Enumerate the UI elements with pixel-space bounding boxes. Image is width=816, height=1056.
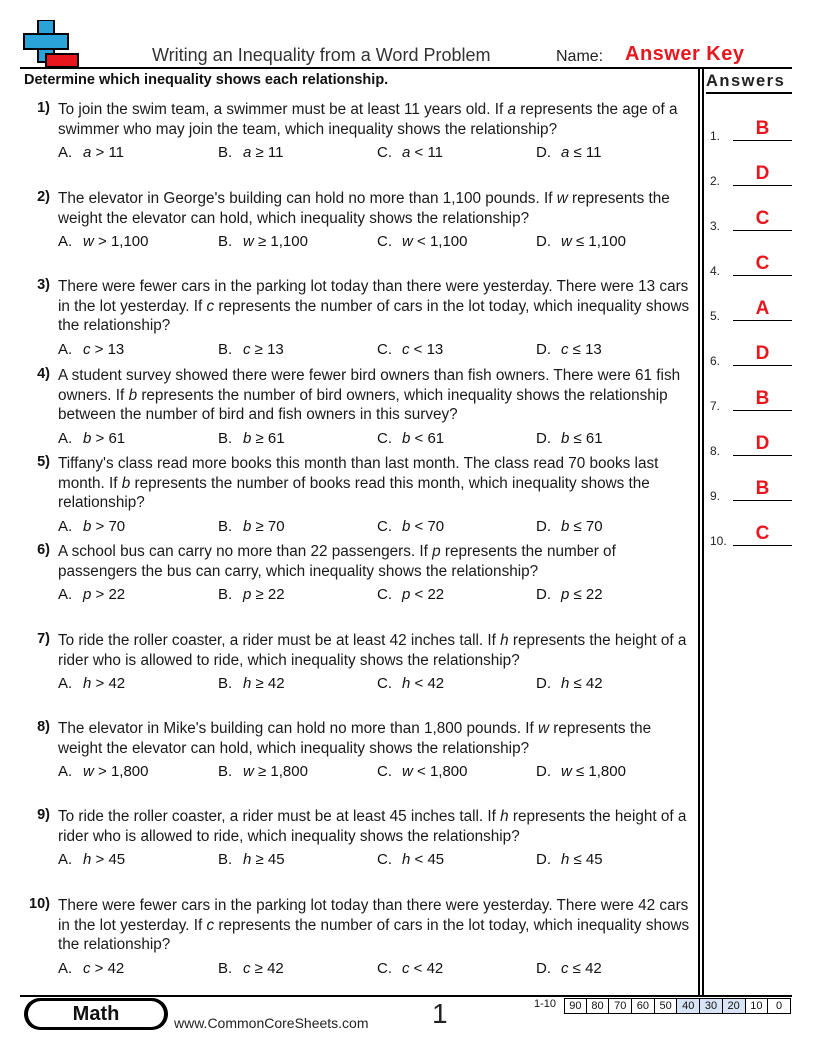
answer-letter: B xyxy=(755,478,770,499)
choice-letter: A. xyxy=(58,763,73,780)
choice-variable: p xyxy=(83,586,92,603)
answer-number: 7. xyxy=(710,399,721,413)
page-number: 1 xyxy=(432,998,448,1029)
choice-variable: w xyxy=(402,763,413,780)
choice-inequality: < 42 xyxy=(410,675,445,692)
answer-number: 8. xyxy=(710,444,721,458)
question-text xyxy=(58,277,698,336)
score-cell: 50 xyxy=(655,998,678,1014)
score-range-label: 1-10 xyxy=(534,998,557,1010)
choice-variable: h xyxy=(402,851,411,868)
score-cell: 70 xyxy=(609,998,632,1014)
choice-inequality: ≥ 13 xyxy=(250,341,284,358)
choice-variable: a xyxy=(243,144,252,161)
question-number: 5) xyxy=(37,454,50,470)
choice-c xyxy=(377,960,443,977)
question-variable: b xyxy=(121,474,131,492)
choice-d xyxy=(536,586,603,603)
choice-inequality: ≤ 22 xyxy=(569,586,603,603)
choice-letter: D. xyxy=(536,960,551,977)
choice-letter: C. xyxy=(377,586,392,603)
choice-inequality: < 45 xyxy=(410,851,445,868)
score-cell: 60 xyxy=(632,998,655,1014)
question-text xyxy=(58,719,698,758)
question-text-end: represents the number of passengers the bus can carry, which inequality shows the relationship? xyxy=(58,543,616,580)
choice-letter: A. xyxy=(58,518,73,535)
answer-letter: D xyxy=(755,343,770,364)
choice-inequality: < 42 xyxy=(409,960,444,977)
choice-variable: c xyxy=(243,960,251,977)
choice-letter: D. xyxy=(536,851,551,868)
choice-inequality: < 11 xyxy=(410,144,444,161)
choice-c xyxy=(377,430,444,447)
choice-letter: A. xyxy=(58,851,73,868)
choice-letter: C. xyxy=(377,430,392,447)
answer-blank-line xyxy=(733,320,792,321)
instructions: Determine which inequality shows each relationship. xyxy=(24,72,389,88)
choice-d xyxy=(536,851,603,868)
answer-row-5 xyxy=(710,293,792,323)
question-text-start: A school bus can carry no more than 22 passengers. If xyxy=(58,543,433,560)
choice-inequality: ≤ 11 xyxy=(569,144,602,161)
answer-row-8 xyxy=(710,428,792,458)
choice-b xyxy=(218,430,285,447)
plus-minus-logo-icon xyxy=(22,20,80,70)
choice-variable: w xyxy=(243,233,254,250)
answer-number: 3. xyxy=(710,219,721,233)
subject-label: Math xyxy=(28,1001,164,1027)
choice-b xyxy=(218,144,283,161)
header-divider xyxy=(20,67,792,69)
choice-variable: h xyxy=(561,851,570,868)
choice-a xyxy=(58,586,125,603)
answer-blank-line xyxy=(733,500,792,501)
question-variable: a xyxy=(507,101,516,118)
question-text xyxy=(58,807,698,846)
choice-inequality: ≥ 70 xyxy=(251,518,285,535)
choice-inequality: ≥ 61 xyxy=(251,430,285,447)
choice-inequality: ≥ 11 xyxy=(251,144,284,161)
question-number: 9) xyxy=(37,807,50,823)
choice-inequality: < 1,800 xyxy=(412,763,468,780)
choice-c xyxy=(377,518,444,535)
answer-number: 9. xyxy=(710,489,721,503)
choice-letter: A. xyxy=(58,144,73,161)
choice-c xyxy=(377,144,443,161)
footer-divider xyxy=(20,995,792,997)
score-cell: 20 xyxy=(723,998,746,1014)
question-text-start: There were fewer cars in the parking lot today than there were yesterday. There were 42 cars in the lot yesterday. If xyxy=(58,897,689,934)
choice-variable: h xyxy=(243,851,252,868)
answer-number: 6. xyxy=(710,354,721,368)
answer-row-9 xyxy=(710,473,792,503)
choice-variable: b xyxy=(402,518,411,535)
choice-variable: c xyxy=(83,960,91,977)
question-text-end: represents the number of bird owners, which inequality shows the relationship between the number of bird and fish owners in this survey? xyxy=(58,386,668,423)
choice-b xyxy=(218,518,285,535)
choice-a xyxy=(58,144,124,161)
answer-row-2 xyxy=(710,158,792,188)
choice-variable: b xyxy=(83,518,92,535)
choice-variable: w xyxy=(83,233,94,250)
answer-letter: A xyxy=(755,298,770,319)
answer-number: 2. xyxy=(710,174,721,188)
question-text-start: To ride the roller coaster, a rider must be at least 42 inches tall. If xyxy=(58,632,501,649)
question-text-end: represents the number of books read this month, which inequality shows the relationship? xyxy=(58,474,650,511)
question-text-start: The elevator in George's building can hold no more than 1,100 pounds. If xyxy=(58,190,557,207)
answer-blank-line xyxy=(733,275,792,276)
choice-d xyxy=(536,341,602,358)
choice-letter: B. xyxy=(218,851,233,868)
choice-c xyxy=(377,763,467,780)
choice-letter: B. xyxy=(218,144,233,161)
answers-column-divider-inner xyxy=(702,67,704,996)
answer-row-4 xyxy=(710,248,792,278)
choice-inequality: ≤ 1,800 xyxy=(571,763,626,780)
choice-letter: B. xyxy=(218,960,233,977)
question-text xyxy=(58,542,698,581)
answer-number: 5. xyxy=(710,309,721,323)
question-variable: p xyxy=(432,543,441,560)
choice-c xyxy=(377,851,444,868)
choice-inequality: > 42 xyxy=(91,675,126,692)
choice-a xyxy=(58,675,125,692)
choice-letter: B. xyxy=(218,233,233,250)
choice-b xyxy=(218,341,284,358)
answer-blank-line xyxy=(733,410,792,411)
question-variable: c xyxy=(206,297,215,315)
question-variable: b xyxy=(128,386,138,404)
choice-inequality: ≥ 1,100 xyxy=(253,233,308,250)
choice-d xyxy=(536,430,603,447)
answers-heading: Answers xyxy=(706,72,792,94)
choice-inequality: ≤ 70 xyxy=(569,518,603,535)
choice-a xyxy=(58,518,125,535)
choice-inequality: > 70 xyxy=(91,518,126,535)
answer-blank-line xyxy=(733,545,792,546)
choice-inequality: ≥ 45 xyxy=(251,851,285,868)
answer-letter: D xyxy=(755,433,770,454)
choice-variable: p xyxy=(243,586,252,603)
question-text-start: Tiffany's class read more books this month than last month. The class read 70 books last month. If xyxy=(58,455,659,492)
choice-inequality: > 61 xyxy=(91,430,126,447)
choice-variable: a xyxy=(561,144,570,161)
choice-letter: D. xyxy=(536,763,551,780)
choice-b xyxy=(218,675,285,692)
answers-column-divider xyxy=(698,67,700,996)
answer-letter: D xyxy=(755,163,770,184)
choice-inequality: ≥ 42 xyxy=(251,675,285,692)
score-cell: 30 xyxy=(700,998,723,1014)
question-text-start: The elevator in Mike's building can hold no more than 1,800 pounds. If xyxy=(58,720,538,737)
choice-b xyxy=(218,960,284,977)
choice-d xyxy=(536,960,602,977)
choice-c xyxy=(377,675,444,692)
subject-badge xyxy=(24,998,168,1030)
choice-letter: D. xyxy=(536,144,551,161)
answer-blank-line xyxy=(733,140,792,141)
choice-letter: C. xyxy=(377,851,392,868)
choice-inequality: ≤ 42 xyxy=(568,960,602,977)
name-label: Name: xyxy=(556,48,604,65)
choice-letter: D. xyxy=(536,341,551,358)
choice-variable: h xyxy=(402,675,411,692)
answer-blank-line xyxy=(733,365,792,366)
answer-blank-line xyxy=(733,230,792,231)
choice-letter: D. xyxy=(536,675,551,692)
choice-inequality: ≤ 45 xyxy=(569,851,603,868)
choice-d xyxy=(536,233,626,250)
question-variable: c xyxy=(206,916,215,934)
choice-b xyxy=(218,586,285,603)
choice-inequality: < 70 xyxy=(410,518,445,535)
choice-variable: w xyxy=(83,763,94,780)
choice-letter: A. xyxy=(58,675,73,692)
choice-variable: b xyxy=(243,518,252,535)
choice-a xyxy=(58,430,125,447)
choice-inequality: ≥ 1,800 xyxy=(253,763,308,780)
answer-letter: C xyxy=(755,253,770,274)
choice-c xyxy=(377,586,444,603)
choice-b xyxy=(218,763,308,780)
question-number: 2) xyxy=(37,189,50,205)
choice-inequality: > 11 xyxy=(91,144,125,161)
answer-row-1 xyxy=(710,113,792,143)
choice-inequality: > 13 xyxy=(90,341,125,358)
choice-inequality: ≤ 61 xyxy=(569,430,603,447)
choice-inequality: ≤ 13 xyxy=(568,341,602,358)
choice-inequality: ≤ 42 xyxy=(569,675,603,692)
choice-letter: B. xyxy=(218,763,233,780)
choice-variable: b xyxy=(243,430,252,447)
choice-variable: c xyxy=(561,960,569,977)
question-number: 7) xyxy=(37,631,50,647)
choice-variable: p xyxy=(402,586,411,603)
choice-a xyxy=(58,233,148,250)
choice-letter: D. xyxy=(536,586,551,603)
answer-letter: C xyxy=(755,523,770,544)
score-cell: 90 xyxy=(564,998,587,1014)
question-number: 8) xyxy=(37,719,50,735)
choice-letter: D. xyxy=(536,430,551,447)
choice-letter: D. xyxy=(536,518,551,535)
choice-c xyxy=(377,233,467,250)
question-text-start: To ride the roller coaster, a rider must be at least 45 inches tall. If xyxy=(58,808,501,825)
answer-blank-line xyxy=(733,455,792,456)
choice-variable: c xyxy=(243,341,251,358)
choice-letter: B. xyxy=(218,675,233,692)
choice-b xyxy=(218,233,308,250)
choice-d xyxy=(536,763,626,780)
answer-letter: B xyxy=(755,118,770,139)
choice-letter: B. xyxy=(218,341,233,358)
answer-letter: B xyxy=(755,388,770,409)
choice-letter: A. xyxy=(58,960,73,977)
question-text xyxy=(58,100,698,139)
choice-letter: A. xyxy=(58,430,73,447)
question-variable: w xyxy=(537,720,550,737)
question-text xyxy=(58,896,698,955)
choice-inequality: > 42 xyxy=(90,960,125,977)
question-text xyxy=(58,366,698,425)
choice-variable: c xyxy=(402,341,410,358)
choice-letter: B. xyxy=(218,430,233,447)
choice-letter: A. xyxy=(58,586,73,603)
choice-variable: h xyxy=(561,675,570,692)
choice-a xyxy=(58,960,124,977)
question-text-end: represents the age of a swimmer who may join the team, which inequality shows the relationship? xyxy=(58,101,678,138)
choice-d xyxy=(536,144,601,161)
choice-d xyxy=(536,518,603,535)
choice-variable: b xyxy=(561,430,570,447)
question-text-end: represents the height of a rider who is allowed to ride, which inequality shows the relationship? xyxy=(58,632,687,669)
question-number: 1) xyxy=(37,100,50,116)
choice-letter: C. xyxy=(377,763,392,780)
choice-inequality: ≥ 42 xyxy=(250,960,284,977)
answer-row-3 xyxy=(710,203,792,233)
choice-inequality: ≤ 1,100 xyxy=(571,233,626,250)
page-title: Writing an Inequality from a Word Problem xyxy=(152,45,491,65)
question-number: 10) xyxy=(29,896,50,912)
question-text-start: A student survey showed there were fewer bird owners than fish owners. There were 61 fish owners. If xyxy=(58,367,681,404)
choice-variable: h xyxy=(243,675,252,692)
choice-inequality: < 22 xyxy=(410,586,445,603)
question-text-start: To join the swim team, a swimmer must be at least 11 years old. If xyxy=(58,101,508,118)
answer-row-10 xyxy=(710,518,792,548)
choice-variable: w xyxy=(561,763,572,780)
question-text-start: There were fewer cars in the parking lot today than there were yesterday. There were 13 cars in the lot yesterday. If xyxy=(58,278,689,315)
question-text-end: represents the number of cars in the lot today, which inequality shows the relationship? xyxy=(58,297,690,334)
score-cell: 10 xyxy=(746,998,769,1014)
choice-a xyxy=(58,763,148,780)
choice-letter: D. xyxy=(536,233,551,250)
choice-variable: h xyxy=(83,851,92,868)
choice-letter: A. xyxy=(58,233,73,250)
question-text xyxy=(58,631,698,670)
choice-inequality: > 22 xyxy=(91,586,126,603)
choice-inequality: > 45 xyxy=(91,851,126,868)
question-variable: h xyxy=(500,632,509,649)
question-number: 4) xyxy=(37,366,50,382)
choice-variable: a xyxy=(83,144,92,161)
answer-letter: C xyxy=(755,208,770,229)
answer-row-7 xyxy=(710,383,792,413)
answer-blank-line xyxy=(733,185,792,186)
choice-letter: C. xyxy=(377,341,392,358)
score-cell: 40 xyxy=(677,998,700,1014)
question-text-end: represents the number of cars in the lot today, which inequality shows the relationship? xyxy=(58,916,690,953)
choice-letter: C. xyxy=(377,960,392,977)
choice-variable: b xyxy=(402,430,411,447)
choice-variable: b xyxy=(561,518,570,535)
question-text-end: represents the height of a rider who is allowed to ride, which inequality shows the relationship? xyxy=(58,808,687,845)
answer-number: 4. xyxy=(710,264,721,278)
website-url: www.CommonCoreSheets.com xyxy=(174,1015,369,1031)
question-text-end: represents the weight the elevator can hold, which inequality shows the relationship? xyxy=(58,190,670,227)
choice-inequality: ≥ 22 xyxy=(251,586,285,603)
choice-variable: c xyxy=(83,341,91,358)
score-cell: 80 xyxy=(587,998,610,1014)
choice-c xyxy=(377,341,443,358)
choice-inequality: < 1,100 xyxy=(412,233,468,250)
choice-variable: c xyxy=(402,960,410,977)
choice-variable: p xyxy=(561,586,570,603)
choice-letter: C. xyxy=(377,675,392,692)
choice-variable: w xyxy=(402,233,413,250)
choice-letter: B. xyxy=(218,518,233,535)
question-number: 3) xyxy=(37,277,50,293)
choice-b xyxy=(218,851,285,868)
answer-key-label: Answer Key xyxy=(625,43,745,65)
choice-letter: A. xyxy=(58,341,73,358)
choice-variable: w xyxy=(243,763,254,780)
choice-letter: B. xyxy=(218,586,233,603)
choice-inequality: < 61 xyxy=(410,430,445,447)
choice-a xyxy=(58,851,125,868)
choice-inequality: > 1,100 xyxy=(93,233,149,250)
choice-inequality: > 1,800 xyxy=(93,763,149,780)
question-variable: h xyxy=(500,808,509,825)
choice-inequality: < 13 xyxy=(409,341,444,358)
question-text-end: represents the weight the elevator can hold, which inequality shows the relationship? xyxy=(58,720,652,757)
question-text xyxy=(58,454,698,513)
score-table xyxy=(564,998,791,1014)
choice-letter: C. xyxy=(377,518,392,535)
question-variable: w xyxy=(556,190,568,207)
choice-letter: C. xyxy=(377,233,392,250)
answer-number: 10. xyxy=(710,534,727,548)
answer-row-6 xyxy=(710,338,792,368)
choice-variable: b xyxy=(83,430,92,447)
score-cell: 0 xyxy=(768,998,791,1014)
choice-variable: h xyxy=(83,675,92,692)
choice-a xyxy=(58,341,124,358)
choice-letter: C. xyxy=(377,144,392,161)
choice-variable: c xyxy=(561,341,569,358)
choice-variable: a xyxy=(402,144,411,161)
choice-d xyxy=(536,675,603,692)
question-number: 6) xyxy=(37,542,50,558)
answer-number: 1. xyxy=(710,129,721,143)
choice-variable: w xyxy=(561,233,572,250)
question-text xyxy=(58,189,698,228)
